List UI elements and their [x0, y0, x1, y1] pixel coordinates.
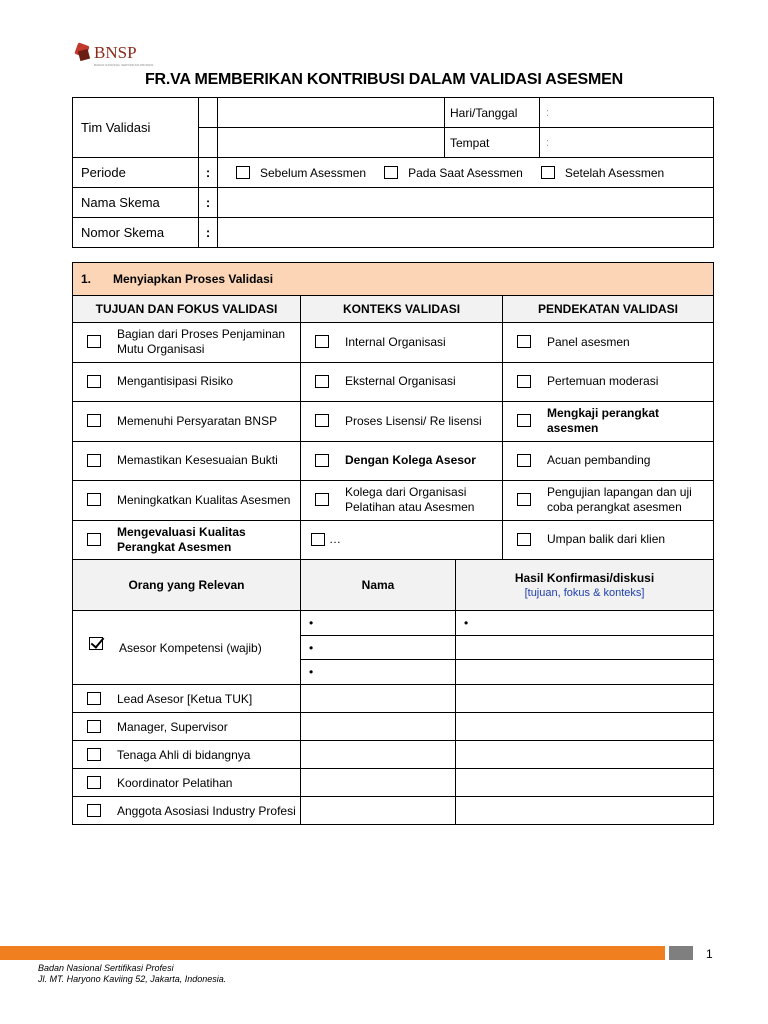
- checkbox[interactable]: [315, 335, 329, 348]
- tempat-field[interactable]: :: [540, 128, 714, 158]
- checkbox[interactable]: [87, 533, 101, 546]
- nama-cell[interactable]: [301, 685, 456, 713]
- nama-cell[interactable]: [301, 741, 456, 769]
- nama-cell[interactable]: [301, 713, 456, 741]
- bnsp-logo-icon: [74, 42, 92, 64]
- pendekatan-option[interactable]: [503, 520, 714, 560]
- hasil-cell[interactable]: [456, 713, 714, 741]
- logo-subtitle: BADAN NASIONAL SERTIFIKASI PROFESI: [94, 63, 154, 67]
- periode-label: Periode: [73, 158, 199, 188]
- pendekatan-option[interactable]: [503, 481, 714, 521]
- konteks-option[interactable]: [301, 362, 503, 402]
- hasil-cell[interactable]: [456, 741, 714, 769]
- role-asesor-kompetensi[interactable]: [73, 611, 301, 685]
- option-label: Sebelum Asessmen: [260, 165, 367, 180]
- checkbox[interactable]: [87, 493, 101, 506]
- konteks-option[interactable]: [301, 481, 503, 521]
- checkbox[interactable]: [87, 692, 101, 705]
- section-title: Menyiapkan Proses Validasi: [113, 272, 274, 286]
- footer-orange-bar: [0, 946, 665, 960]
- nomor-skema-label: Nomor Skema: [73, 218, 199, 248]
- option-label: Setelah Asessmen: [564, 165, 665, 180]
- checkbox[interactable]: [315, 414, 329, 427]
- option-label: …: [329, 532, 341, 547]
- option-label: Panel asesmen: [547, 334, 630, 349]
- option-label: Mengkaji perangkat asesmen: [547, 406, 660, 436]
- checkbox[interactable]: [87, 414, 101, 427]
- role-label: Lead Asesor [Ketua TUK]: [117, 691, 253, 706]
- option-label: Eksternal Organisasi: [345, 374, 456, 389]
- tim-validasi-label: Tim Validasi: [73, 98, 199, 158]
- section-1-table: [72, 262, 714, 825]
- periode-option-sebelum[interactable]: [236, 166, 366, 180]
- col-head-pendekatan: PENDEKATAN VALIDASI: [503, 296, 714, 323]
- checked-checkbox-icon[interactable]: [89, 637, 103, 650]
- option-label: Internal Organisasi: [345, 334, 446, 349]
- role-koordinator[interactable]: [73, 769, 301, 797]
- tujuan-option[interactable]: [73, 481, 301, 521]
- footer-grey-block: [669, 946, 693, 960]
- hasil-header: [456, 560, 714, 611]
- tujuan-option[interactable]: [73, 323, 301, 363]
- role-label: Koordinator Pelatihan: [117, 775, 233, 790]
- nama-cell[interactable]: •: [301, 635, 456, 660]
- nama-cell[interactable]: [301, 797, 456, 825]
- role-lead-asesor[interactable]: [73, 685, 301, 713]
- pendekatan-option[interactable]: [503, 323, 714, 363]
- nama-cell[interactable]: [301, 769, 456, 797]
- checkbox[interactable]: [87, 748, 101, 761]
- nama-cell[interactable]: •: [301, 660, 456, 685]
- hasil-cell[interactable]: [456, 635, 714, 660]
- option-label: Memastikan Kesesuaian Bukti: [117, 453, 278, 468]
- checkbox[interactable]: [315, 493, 329, 506]
- option-label: Meningkatkan Kualitas Asesmen: [117, 492, 291, 507]
- checkbox[interactable]: [87, 335, 101, 348]
- hasil-cell[interactable]: [456, 660, 714, 685]
- nama-skema-colon: :: [199, 188, 218, 218]
- periode-colon: :: [199, 158, 218, 188]
- checkbox[interactable]: [384, 166, 398, 179]
- option-label: Pengujian lapangan dan uji coba perangkat asesmen: [547, 485, 692, 515]
- role-anggota-asosiasi[interactable]: [73, 797, 301, 825]
- hasil-cell[interactable]: [456, 797, 714, 825]
- nomor-skema-colon: :: [199, 218, 218, 248]
- bnsp-logo: [74, 40, 154, 67]
- role-label: Tenaga Ahli di bidangnya: [117, 747, 251, 762]
- nama-skema-field[interactable]: [218, 188, 714, 218]
- checkbox[interactable]: [87, 454, 101, 467]
- option-label: Mengantisipasi Risiko: [117, 374, 234, 389]
- konteks-option[interactable]: [301, 402, 503, 442]
- nama-cell[interactable]: •: [301, 611, 456, 636]
- tempat-label: Tempat: [445, 128, 540, 158]
- hasil-cell[interactable]: •: [456, 611, 714, 636]
- footer-address: [38, 963, 226, 985]
- checkbox[interactable]: [517, 533, 531, 546]
- hari-tanggal-field[interactable]: :: [540, 98, 714, 128]
- document-title: FR.VA MEMBERIKAN KONTRIBUSI DALAM VALIDASI ASESMEN: [144, 71, 623, 88]
- section-number: 1.: [81, 272, 92, 286]
- page-number: 1: [706, 947, 713, 961]
- orang-relevan-header: Orang yang Relevan: [73, 560, 301, 611]
- checkbox[interactable]: [517, 493, 531, 506]
- checkbox[interactable]: [517, 375, 531, 388]
- checkbox[interactable]: [517, 454, 531, 467]
- role-label: Anggota Asosiasi Industry Profesi: [117, 803, 296, 818]
- col-head-tujuan: TUJUAN DAN FOKUS VALIDASI: [73, 296, 301, 323]
- footer-street: Jl. MT. Haryono Kaviing 52, Jakarta, Indonesia.: [38, 974, 227, 984]
- checkbox[interactable]: [517, 414, 531, 427]
- konteks-option[interactable]: [301, 520, 503, 560]
- option-label: Kolega dari Organisasi Pelatihan atau Asesmen: [345, 485, 475, 515]
- hasil-cell[interactable]: [456, 769, 714, 797]
- pendekatan-option[interactable]: [503, 362, 714, 402]
- option-label: Umpan balik dari klien: [547, 532, 666, 547]
- col-head-konteks: KONTEKS VALIDASI: [301, 296, 503, 323]
- section-1-header: [73, 263, 714, 296]
- pendekatan-option[interactable]: [503, 441, 714, 481]
- periode-option-pada-saat[interactable]: [384, 166, 523, 180]
- checkbox[interactable]: [311, 533, 325, 546]
- role-label: Asesor Kompetensi (wajib): [119, 640, 262, 655]
- option-label: Pertemuan moderasi: [547, 374, 659, 389]
- tujuan-option[interactable]: [73, 520, 301, 560]
- nomor-skema-field[interactable]: [218, 218, 714, 248]
- pendekatan-option[interactable]: [503, 402, 714, 442]
- konteks-option[interactable]: [301, 441, 503, 481]
- option-label: Pada Saat Asessmen: [408, 165, 523, 180]
- nama-skema-label: Nama Skema: [73, 188, 199, 218]
- tim-colon-cell-2: [199, 128, 218, 158]
- option-label: Memenuhi Persyaratan BNSP: [117, 413, 278, 428]
- option-label: Proses Lisensi/ Re lisensi: [345, 413, 482, 428]
- tim-colon-cell: [199, 98, 218, 128]
- hari-tanggal-label: Hari/Tanggal: [445, 98, 540, 128]
- option-label: Bagian dari Proses Penjaminan Mutu Organisasi: [117, 327, 286, 357]
- konteks-option[interactable]: [301, 323, 503, 363]
- checkbox[interactable]: [87, 804, 101, 817]
- tujuan-option[interactable]: [73, 441, 301, 481]
- nama-header: Nama: [301, 560, 456, 611]
- tim-validasi-field[interactable]: [218, 98, 445, 128]
- checkbox[interactable]: [87, 776, 101, 789]
- logo-text: BNSP: [94, 43, 137, 62]
- option-label: Dengan Kolega Asesor: [345, 453, 476, 468]
- role-tenaga-ahli[interactable]: [73, 741, 301, 769]
- hasil-cell[interactable]: [456, 685, 714, 713]
- checkbox[interactable]: [87, 375, 101, 388]
- checkbox[interactable]: [541, 166, 555, 179]
- info-table: [72, 97, 714, 248]
- checkbox[interactable]: [236, 166, 250, 179]
- option-label: Acuan pembanding: [547, 453, 651, 468]
- periode-options: [218, 158, 714, 188]
- footer-org: Badan Nasional Sertifikasi Profesi: [38, 963, 174, 973]
- hasil-subtitle: [tujuan, fokus & konteks]: [524, 587, 645, 599]
- checkbox[interactable]: [87, 720, 101, 733]
- tim-validasi-field-2[interactable]: [218, 128, 445, 158]
- checkbox[interactable]: [315, 454, 329, 467]
- hasil-title: Hasil Konfirmasi/diskusi: [514, 571, 655, 585]
- option-label: Mengevaluasi Kualitas Perangkat Asesmen: [117, 524, 246, 554]
- tujuan-option[interactable]: [73, 362, 301, 402]
- checkbox[interactable]: [315, 375, 329, 388]
- role-manager[interactable]: [73, 713, 301, 741]
- role-label: Manager, Supervisor: [117, 719, 228, 734]
- periode-option-setelah[interactable]: [541, 166, 664, 180]
- checkbox[interactable]: [517, 335, 531, 348]
- tujuan-option[interactable]: [73, 402, 301, 442]
